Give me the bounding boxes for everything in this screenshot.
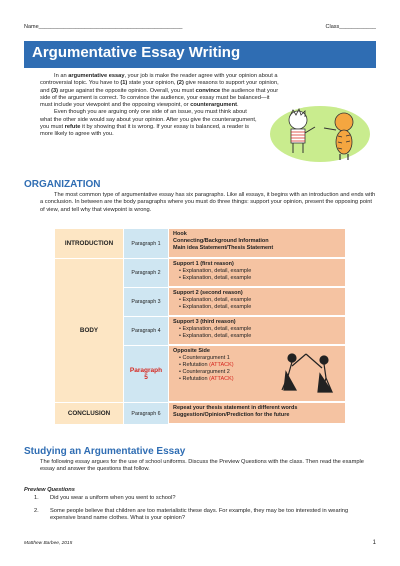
class-label: Class xyxy=(325,24,340,30)
intro-paragraph-2: Even though you are arguing only one side of an issue, you must think about what the other side would say about your opinion. After you give the counterargument, you must refute it by showing that it is wrong. If your essay is balanced, a reader is more likely to agree with you. xyxy=(40,109,257,138)
paragraph-2-label: Paragraph 2 xyxy=(124,259,168,288)
paragraph-2-content: Support 1 (first reason) • Explanation, detail, example • Explanation, detail, example xyxy=(169,259,345,287)
class-blank: ____________ xyxy=(339,24,376,30)
study-text: The following essay argues for the use of school uniforms. Discuss the Preview Questions with the class. Then read the example essay and answer the questions that follow. xyxy=(40,459,364,473)
worksheet-page: Name_______________________________________________ Class____________ Argumentative Essay Writing In an argumentative essay, your job is make the reader agree with your opinion about a controversial topic. You have to (1) state your opinion, (2) give reasons to support your opinion, and (3) argue against the opposite opinion. Overall, you must convince the audience that your side of the argument is correct. To convince the audience, your essay must be balanced—it must include your viewpoint and the opposing viewpoint, or counterargument. Even though you are arguing only one side of an issue, you must think about what the other side would say about your opinion. After you give the counterargument, you must refute it by showing that it is wrong. If your essay is balanced, a reader is more likely to agree with you. ORGANIZATION The most common type of argumentative essay has six paragraphs. Like all essays, it begins with an introduction and ends with a conclusion. In between are the body paragraphs where you must do three things: support your opinion, present the opposing point of view, and tell why that viewpoint is wrong. INTRODUCTION Paragraph 1 Hook Connecting/Background Information Main idea Statement/Thesis Statement BODY Paragraph 2 Support 1 (first reason) • Explanation, detail, example • Explanation, detail, example Paragraph 3 Support 2 (second reason) • Explanation, detail, example • Explanation, detail, example Paragraph 4 Support 3 (third reason) • Explanation, detail, example • Explanation, detail, example Paragraph 5 Opposite Side • Counterargument 1 • Refutation (ATTACK) • Counterargument 2 • Refutation (ATTACK) CONCLUSION Paragraph 6 Repeat your thesis statement in different words Suggestion/Opinion/Prediction for the future Studying an Argumentative Essay The following essay argues for the use of school uniforms. Discuss the Preview Questions with the class. Then read the example essay and answer the questions that follow. Preview Questions 1. Did you wear a uniform when you went to school? 2. Some people believe that children are too materialistic these days. For example, they may be too interested in wearing expensive brand name clothes. What is your opinion? Matthew Barbee, 2015 1 xyxy=(0,0,400,566)
study-heading: Studying an Argumentative Essay xyxy=(24,446,186,457)
name-field[interactable] xyxy=(24,24,182,30)
section-introduction: INTRODUCTION xyxy=(55,229,123,259)
paragraph-3-label: Paragraph 3 xyxy=(124,288,168,317)
page-title: Argumentative Essay Writing xyxy=(32,44,241,61)
paragraph-6-label: Paragraph 6 xyxy=(124,403,168,425)
page-number: 1 xyxy=(372,540,376,546)
paragraph-1-content: Hook Connecting/Background Information Main idea Statement/Thesis Statement xyxy=(169,229,345,258)
paragraph-4-label: Paragraph 4 xyxy=(124,317,168,346)
section-conclusion: CONCLUSION xyxy=(55,403,123,425)
intro-paragraph-1: In an argumentative essay, your job is make the reader agree with your opinion about a controversial topic. You have to (1) state your opinion, (2) give reasons to support your opinion, and (3) argue against the opposite opinion. Overall, you must convince the audience that your side of the argument is correct. To convince the audience, your essay must be balanced—it must include your viewpoint and the opposing viewpoint, or counterargument. xyxy=(40,73,279,109)
paragraph-6-content: Repeat your thesis statement in different words Suggestion/Opinion/Prediction for the future xyxy=(169,403,345,424)
paragraph-5-label: Paragraph 5 xyxy=(124,346,168,403)
paragraph-5-content: Opposite Side • Counterargument 1 • Refutation (ATTACK) • Counterargument 2 • Refutation (ATTACK) xyxy=(169,346,345,402)
organization-heading: ORGANIZATION xyxy=(24,179,101,190)
author-credit: Matthew Barbee, 2015 xyxy=(24,541,73,546)
intro-text xyxy=(40,73,280,139)
class-field[interactable] xyxy=(326,24,376,30)
paragraph-1-label: Paragraph 1 xyxy=(124,229,168,259)
organization-text: The most common type of argumentative essay has six paragraphs. Like all essays, it begins with an introduction and ends with a conclusion. In between are the body paragraphs where you must do three things: support your opinion, present the opposing point of view, and tell why that viewpoint is wrong. xyxy=(40,192,376,213)
section-body: BODY xyxy=(55,259,123,403)
kendo-fighters-illustration xyxy=(270,346,342,402)
paragraph-4-content: Support 3 (third reason) • Explanation, detail, example • Explanation, detail, example xyxy=(169,317,345,345)
name-label: Name xyxy=(24,24,39,30)
cartoon-illustration xyxy=(268,100,378,164)
title-banner xyxy=(24,41,376,68)
preview-questions-label: Preview Questions xyxy=(24,487,75,493)
name-blank: _______________________________________________ xyxy=(38,24,183,30)
paragraph-3-content: Support 2 (second reason) • Explanation, detail, example • Explanation, detail, example xyxy=(169,288,345,316)
